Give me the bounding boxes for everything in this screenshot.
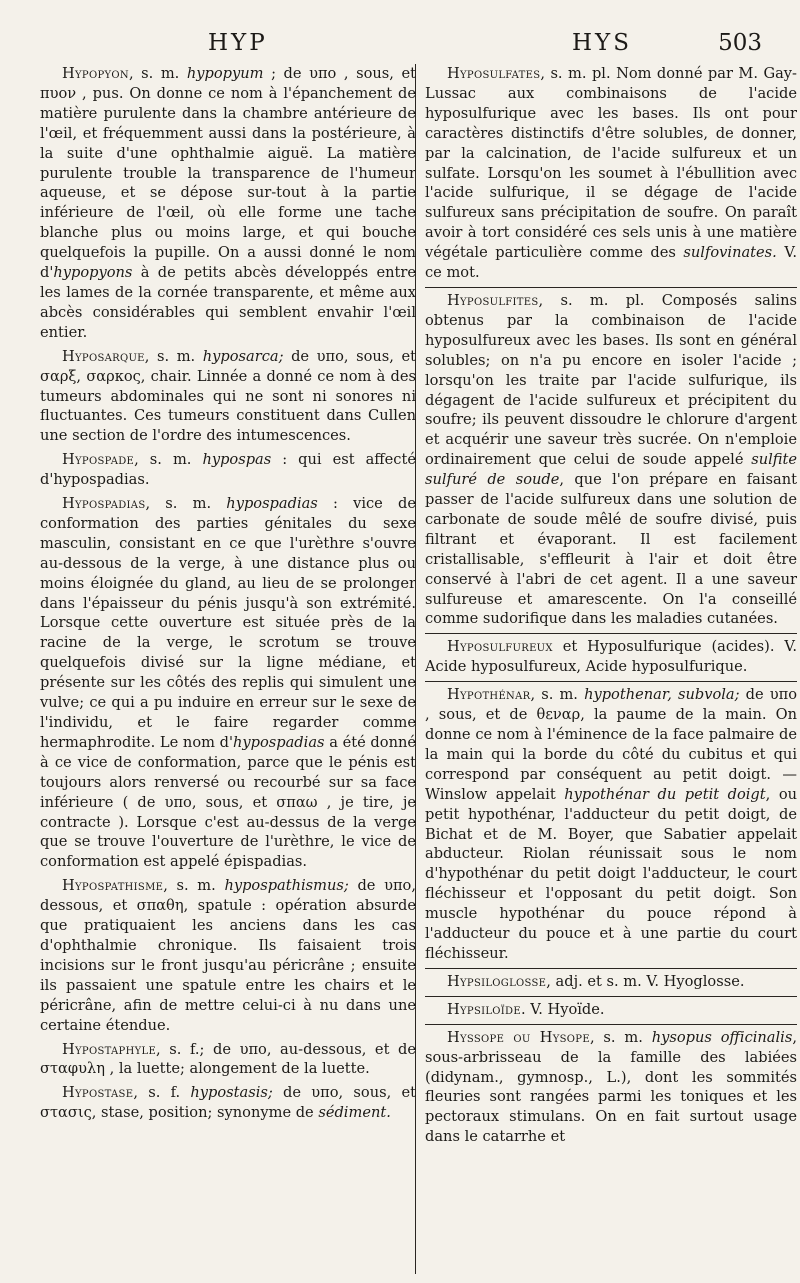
entry-text: et Hyposulfurique (acides). V. Acide hyposulfureux, Acide hyposulfurique. (425, 638, 797, 676)
entry-headword: Hypostaphyle (62, 1040, 157, 1058)
entry-italic: hypostasis; (190, 1084, 273, 1102)
entry-hypsiloglosse (425, 968, 797, 992)
entry-text: , sous-arbrisseau de la famille des labiées (didynam., gymnosp., L.), dont les sommités fleuries sont rangées parmi les toniques et les pectoraux stimulans. On en fait surtout usage dans le catarrhe et (425, 1028, 797, 1146)
entry-text: , adj. et s. m. V. Hyoglosse. (546, 972, 745, 990)
entry-text: , s. f.; de υπο, au-dessous, et de σταφυλη , la luette; alongement de la luette. (40, 1040, 416, 1078)
entry-text: , s. f. (133, 1084, 191, 1102)
entry-text: : qui est affecté d'hypospadias. (40, 451, 416, 489)
entry-hypostase (40, 1083, 416, 1123)
entry-hyposulfites (425, 287, 797, 629)
entry-italic: sulfovinates. (683, 244, 777, 262)
entry-text: , s. m. (144, 347, 203, 365)
entry-text: , s. m. pl. Nom donné par M. Gay-Lussac aux combinaisons de l'acide hyposulfurique avec les bases. Ils ont pour caractères distinctifs d'être solubles, de donner, par la calcination, de l'acide sulfureux et un sulfate. Lorsqu'on les soumet à l'ébullition avec l'acide sulfurique, il se dégage de l'acide sulfureux sans précipitation de soufre. On paraît avoir à tort considéré ces sels unis à une matière végétale particulière comme des (425, 65, 797, 262)
entry-hypothenar (425, 681, 797, 964)
entry-text: : vice de conformation des parties génitales du sexe masculin, consistant en ce que l'urèthre s'ouvre au-dessous de la verge, à une distance plus ou moins éloignée du gland, au lieu de se prolonger dans l'épaisseur du pénis jusqu'à son extrémité. Lorsque cette ouverture est située près de la racine de la verge, le scrotum se trouve quelquefois divisé sur la ligne médiane, et présente sur les côtés des replis qui simulent une vulve; ce qui a pu induire en erreur sur le sexe de l'individu, et le faire regarder comme hermaphrodite. Le nom d' (40, 495, 416, 751)
page-number: 503 (718, 30, 762, 56)
entry-hypsiloide (425, 996, 797, 1020)
entry-hyposulfureux (425, 633, 797, 677)
entry-italic: sulfite sulfuré de soude (425, 451, 797, 489)
right-column (425, 64, 797, 1151)
entry-hypospathisme (40, 876, 416, 1035)
entry-hyssope (425, 1024, 797, 1147)
entry-italic: hypopyons (53, 264, 133, 282)
entry-headword: Hypsiloglosse (447, 972, 547, 990)
entry-italic: hypospathismus; (224, 877, 349, 895)
entry-hypostaphyle (40, 1040, 416, 1080)
entry-headword: Hypostase (62, 1084, 134, 1102)
entry-headword: Hypothénar (447, 686, 531, 704)
entry-text: , s. m. (589, 1028, 652, 1046)
entry-text: V. ce mot. (425, 244, 797, 282)
entry-text: ; de υπο , sous, et πυον , pus. On donne ce nom à l'épanchement de matière purulente dans la chambre antérieure de l'œil, et fréquemment aussi dans la postérieure, à la suite d'une ophthalmie aiguë. La matière purulente trouble la transparence de l'humeur aqueuse, et se dépose sur-tout à la partie inférieure de l'œil, où elle forme une tache blanche plus ou moins large, et qui bouche quelquefois la pupille. On a aussi donné le nom d' (40, 65, 416, 282)
entry-text: de υπο , sous, et de θεναρ, la paume de la main. On donne ce nom à l'éminence de la face palmaire de la main qui la borde du côté du cubitus et qui correspond par conséquent au petit doigt. — Winslow appelait (425, 686, 797, 803)
header-right-word: HYS (572, 30, 632, 56)
entry-headword: Hyssope ou Hysope (447, 1028, 590, 1046)
entry-italic: hypospadias (233, 733, 325, 751)
entry-italic: hysopus officinalis (651, 1028, 793, 1046)
entry-hypospade (40, 450, 416, 490)
entry-headword: Hypsiloïde (447, 1000, 521, 1018)
entry-text: . V. Hyoïde. (520, 1000, 605, 1018)
entry-headword: Hypospathisme (62, 877, 164, 895)
entry-headword: Hypospade (62, 451, 135, 469)
entry-italic: hypospas (202, 451, 272, 469)
running-header (0, 30, 800, 60)
entry-hypospadias (40, 494, 416, 872)
left-column (40, 64, 416, 1127)
entry-hyposarque (40, 347, 416, 447)
entry-text: a été donné à ce vice de conformation, parce que le pénis est toujours alors renversé ou recourbé sur sa face inférieure ( de υπο, sous, et σπαω , je tire, je contracte ). Lorsque c'est au-dessus de la verge que se trouve l'ouverture de l'urèthre, le vice de conformation est appelé épispadias. (40, 733, 416, 871)
entry-hyposulfates (425, 64, 797, 283)
entry-italic: hyposarca; (202, 347, 284, 365)
entry-headword: Hyposulfates (447, 65, 541, 82)
entry-text: de υπο, dessous, et σπαθη, spatule : opération absurde que pratiquaient les anciens dans les cas d'ophthalmie chronique. Ils faisaient trois incisions sur le front jusqu'au péricrâne ; ensuite ils passaient une spatule entre les chairs et le péricrâne, afin de mettre celui-ci à nu dans une certaine étendue. (40, 877, 416, 1034)
entry-italic: sédiment. (318, 1104, 391, 1122)
entry-text: de υπο, sous, et στασις, stase, position; synonyme de (40, 1084, 416, 1122)
entry-text: , s. m. (145, 495, 227, 513)
entry-italic: hypothénar du petit doigt (564, 785, 766, 803)
entry-text: , s. m. (163, 877, 225, 895)
entry-text: , ou petit hypothénar, l'adducteur du petit doigt, de Bichat et de M. Boyer, que Sabatier appelait abducteur. Riolan réunissait sous le nom d'hypothénar du petit doigt l'adducteur, le court fléchisseur et l'opposant du petit doigt. Son muscle hypothénar du pouce répond à l'adducteur du pouce et à une partie du court fléchisseur. (425, 785, 797, 962)
entry-text: , que l'on prépare en faisant passer de l'acide sulfureux dans une solution de carbonate de soude mêlé de soufre divisé, puis filtrant et évaporant. Il est facilement cristallisable, s'effleurit à l'air et doit être conservé à l'abri de cet agent. Il a une saveur sulfureuse et amarescente. On l'a conseillé comme sudorifique dans les maladies cutanées. (425, 471, 797, 628)
entry-italic: hypospadias (226, 495, 318, 513)
entry-text: , s. m. (134, 451, 203, 469)
entry-headword: Hyposulfureux (447, 638, 553, 656)
entry-text: de υπο, sous, et σαρξ, σαρκος, chair. Linnée a donné ce nom à des tumeurs abdominales qui ne sont ni sonores ni fluctuantes. Ces tumeurs constituent dans Cullen une section de l'ordre des intumescences. (40, 347, 416, 445)
entry-headword: Hyposulfites (447, 291, 539, 309)
entry-headword: Hyposarque (62, 347, 145, 365)
entry-italic: hypopyum (186, 65, 264, 82)
entry-headword: Hypopyon (62, 65, 129, 82)
entry-headword: Hypospadias (62, 495, 146, 513)
entry-text: , s. m. pl. Composés salins obtenus par la combinaison de l'acide hyposulfureux avec les bases. Ils sont en général solubles; on n'a pu encore en isoler l'acide ; lorsqu'on les traite par l'acide sulfurique, ils dégagent de l'acide sulfureux et précipitent du soufre; ils peuvent dissoudre le chlorure d'argent et acquérir une saveur très sucrée. On n'emploie ordinairement que celui de soude appelé (425, 291, 797, 469)
entry-italic: hypothenar, subvola; (584, 686, 740, 704)
entry-text: , s. m. (128, 65, 187, 82)
entry-text: , s. m. (530, 686, 585, 704)
entry-hypopyon (40, 64, 416, 343)
header-left-word: HYP (208, 30, 268, 56)
entry-text: à de petits abcès développés entre les lames de la cornée transparente, et même aux abcès considérables qui semblent envahir l'œil entier. (40, 264, 416, 341)
